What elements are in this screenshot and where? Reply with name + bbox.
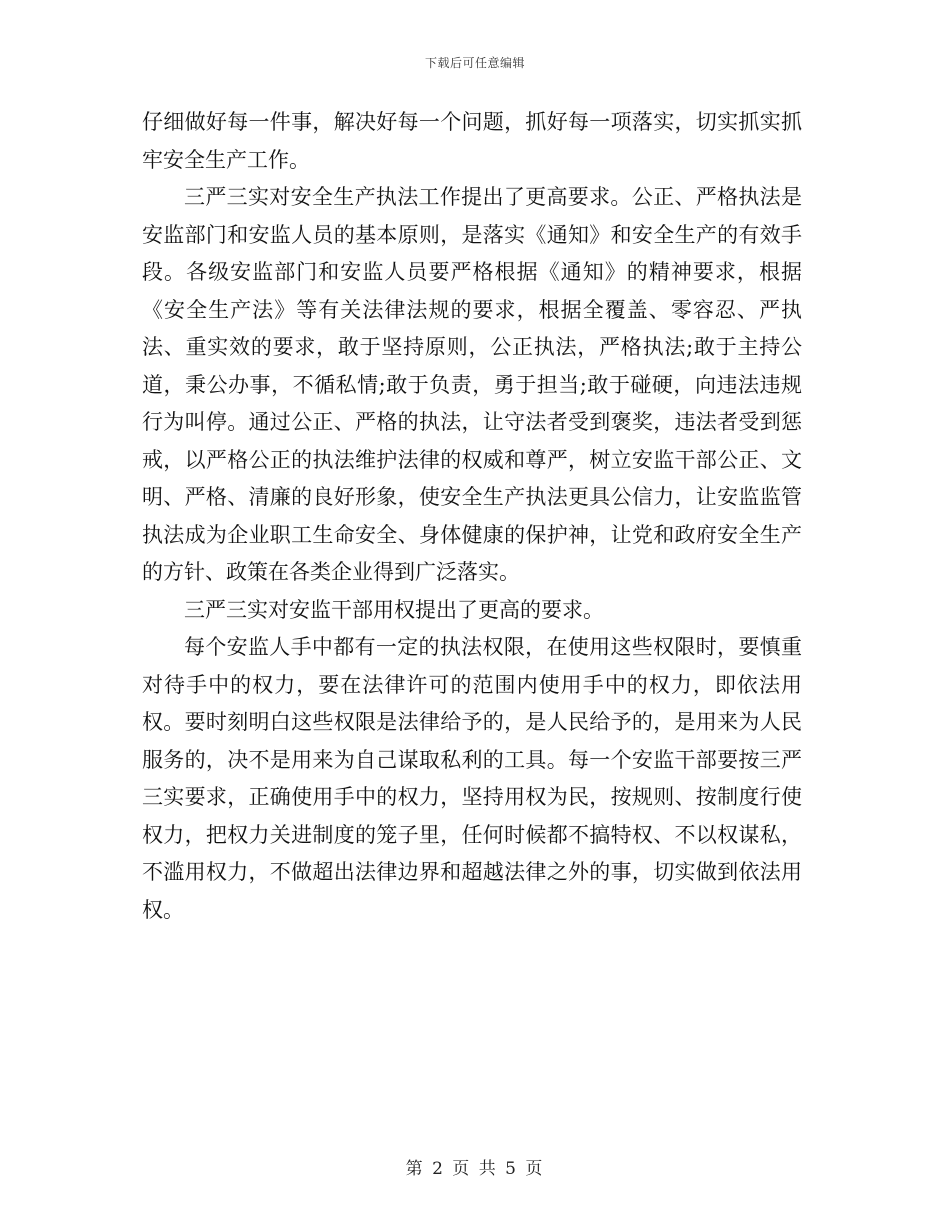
paragraph-1: 仔细做好每一件事，解决好每一个问题，抓好每一项落实，切实抓实抓牢安全生产工作。	[142, 110, 802, 172]
paragraph-2: 三严三实对安全生产执法工作提出了更高要求。公正、严格执法是安监部门和安监人员的基本原则，是落实《通知》和安全生产的有效手段。各级安监部门和安监人员要严格根据《通知》的精神要求，根据《安全生产法》等有关法律法规的要求，根据全覆盖、零容忍、严执法、重实效的要求，敢于坚持原则，公正执法，严格执法;敢于主持公道，秉公办事，不循私情;敢于负责，勇于担当;敢于碰硬，向违法违规行为叫停。通过公正、严格的执法，让守法者受到褒奖，违法者受到惩戒，以严格公正的执法维护法律的权威和尊严，树立安监干部公正、文明、严格、清廉的良好形象，使安全生产执法更具公信力，让安监监管执法成为企业职工生命安全、身体健康的保护神，让党和政府安全生产的方针、政策在各类企业得到广泛落实。	[142, 185, 802, 584]
paragraph-4: 每个安监人手中都有一定的执法权限，在使用这些权限时，要慎重对待手中的权力，要在法律许可的范围内使用手中的权力，即依法用权。要时刻明白这些权限是法律给予的，是人民给予的，是用来为人民服务的，决不是用来为自己谋取私利的工具。每一个安监干部要按三严三实要求，正确使用手中的权力，坚持用权为民，按规则、按制度行使权力，把权力关进制度的笼子里，任何时候都不搞特权、不以权谋私，不滥用权力，不做超出法律边界和超越法律之外的事，切实做到依法用权。	[142, 635, 802, 922]
page-footer: 第 2 页 共 5 页	[405, 1159, 545, 1179]
paragraph-3: 三严三实对安监干部用权提出了更高的要求。	[184, 597, 604, 622]
document-body	[142, 104, 802, 929]
page-header: 下载后可任意编辑	[424, 56, 525, 70]
